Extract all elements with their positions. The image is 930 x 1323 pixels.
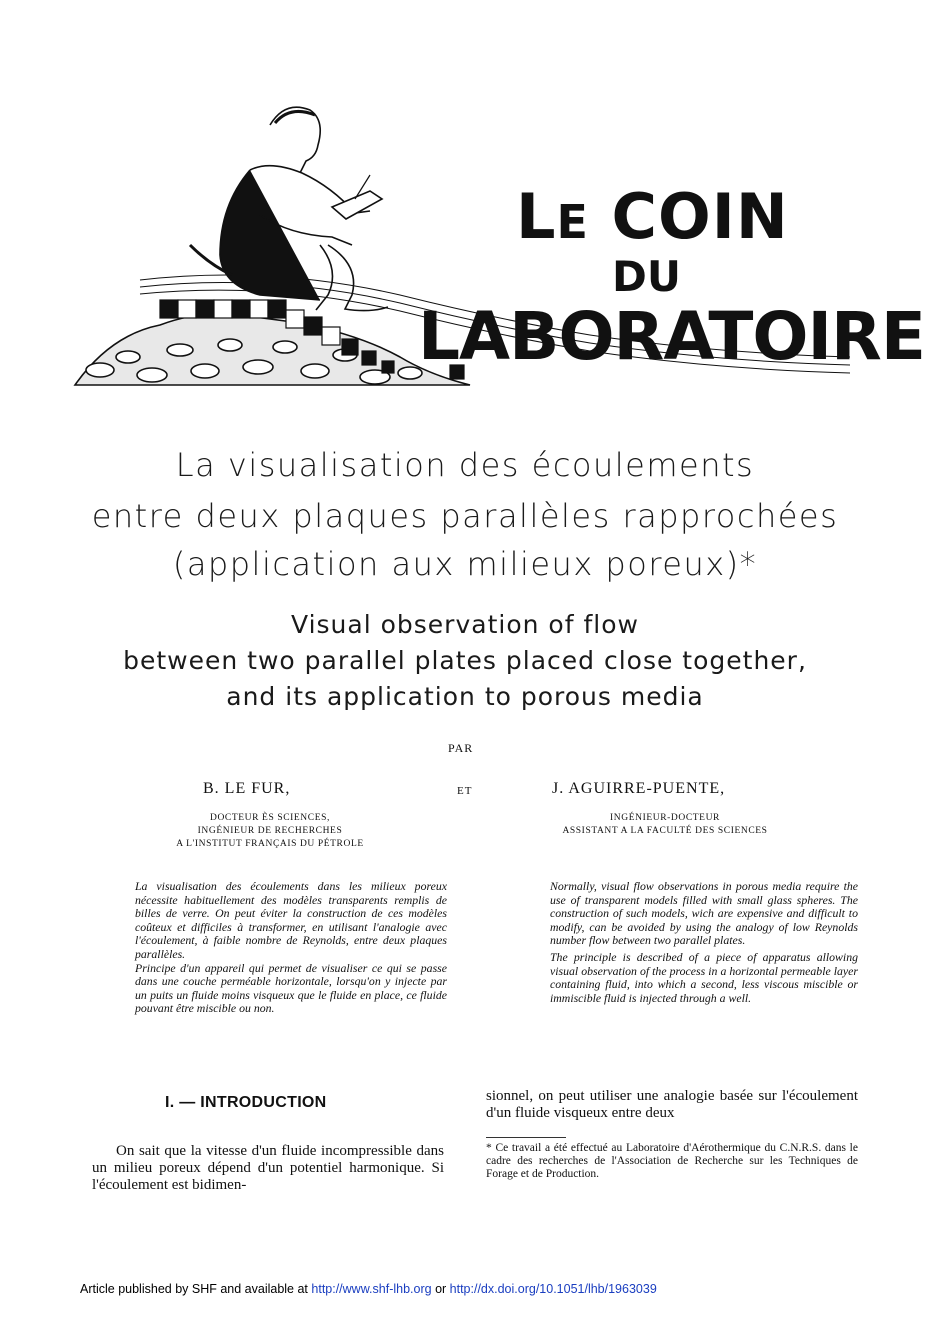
body-left-column: [92, 1143, 444, 1194]
masthead-le-l: L: [516, 180, 557, 253]
author-1-affil-line-1: DOCTEUR ÈS SCIENCES,: [210, 813, 330, 823]
author-2-affil-line-2: ASSISTANT A LA FACULTÉ DES SCIENCES: [562, 826, 768, 836]
title-en-line-2: between two parallel plates placed close together,: [123, 646, 807, 675]
masthead-du: DU: [612, 252, 681, 301]
title-en-line-1: Visual observation of flow: [291, 610, 639, 639]
body-right-paragraph: sionnel, on peut utiliser une analogie basée sur l'écoulement d'un fluide visqueux entre deux: [486, 1088, 858, 1121]
body-left-paragraph: On sait que la vitesse d'un fluide incompressible dans un milieu poreux dépend d'un potentiel harmonique. Si l'écoulement est bidimen-: [92, 1143, 444, 1193]
footnote: * Ce travail a été effectué au Laboratoire d'Aérothermique du C.N.R.S. dans le cadre des recherches de l'Association de Recherche sur les Techniques de Forage et de Production.: [486, 1142, 858, 1180]
masthead-coin: COIN: [611, 180, 789, 253]
author-2-affil-line-1: INGÉNIEUR-DOCTEUR: [610, 813, 720, 823]
body-right-column: [486, 1088, 858, 1122]
masthead-le-e: E: [556, 195, 589, 249]
abstract-fr: [135, 880, 447, 1016]
published-note: [80, 1282, 657, 1296]
published-prefix: Article published by SHF and available at: [80, 1282, 312, 1296]
author-1-affiliation: [135, 812, 405, 851]
title-en-line-3: and its application to porous media: [226, 682, 704, 711]
author-1-name: B. LE FUR,: [203, 780, 291, 797]
footnote-rule: [486, 1137, 566, 1138]
author-2-name: J. AGUIRRE-PUENTE,: [552, 780, 726, 797]
abstract-en-paragraph-2: The principle is described of a piece of apparatus allowing visual observation of the process in a horizontal permeable layer containing fluid, into which a second, less viscous miscible or immiscible fluid is injected through a well.: [550, 949, 858, 1005]
et-label: ET: [457, 785, 473, 797]
abstract-fr-paragraph-1: La visualisation des écoulements dans les milieux poreux nécessite habituellement des modèles transparents remplis de billes de verre. On peut éviter la construction de ces modèles coûteux et difficiles à transformer, en utilisant l'analogie avec l'écoulement, à faible nombre de Reynolds, entre deux plaques parallèles.: [135, 879, 447, 961]
author-1-affil-line-3: A L'INSTITUT FRANÇAIS DU PÉTROLE: [176, 839, 364, 849]
author-2-affiliation: [530, 812, 800, 838]
masthead-le-coin: [516, 180, 789, 253]
title-fr-line-3: (application aux milieux poreux)*: [172, 545, 758, 583]
doi-link[interactable]: http://dx.doi.org/10.1051/lhb/1963039: [449, 1282, 657, 1296]
masthead-laboratoire: LABORATOIRE: [418, 298, 925, 375]
section-heading: I. — INTRODUCTION: [165, 1094, 327, 1111]
par-label: PAR: [448, 741, 474, 755]
author-1-affil-line-2: INGÉNIEUR DE RECHERCHES: [197, 826, 343, 836]
title-fr-line-1: La visualisation des écoulements: [175, 446, 755, 484]
abstract-en: [550, 880, 858, 1005]
abstract-en-paragraph-1: Normally, visual flow observations in porous media require the use of transparent models filled with small glass spheres. The construction of such models, wich are expensive and difficult to modify, can be avoided by using the analogy of low Reynolds number flow between two parallel plates.: [550, 879, 858, 948]
abstract-fr-paragraph-2: Principe d'un appareil qui permet de visualiser ce qui se passe dans une couche perméable horizontale, lorsqu'on y injecte par un puits un fluide moins visqueux que le fluide en place, ce fluide pouvant être miscible ou non.: [135, 960, 447, 1016]
title-fr-line-2: entre deux plaques parallèles rapprochées: [91, 497, 839, 535]
shf-lhb-link[interactable]: http://www.shf-lhb.org: [311, 1282, 432, 1296]
published-middle: or: [431, 1282, 450, 1296]
